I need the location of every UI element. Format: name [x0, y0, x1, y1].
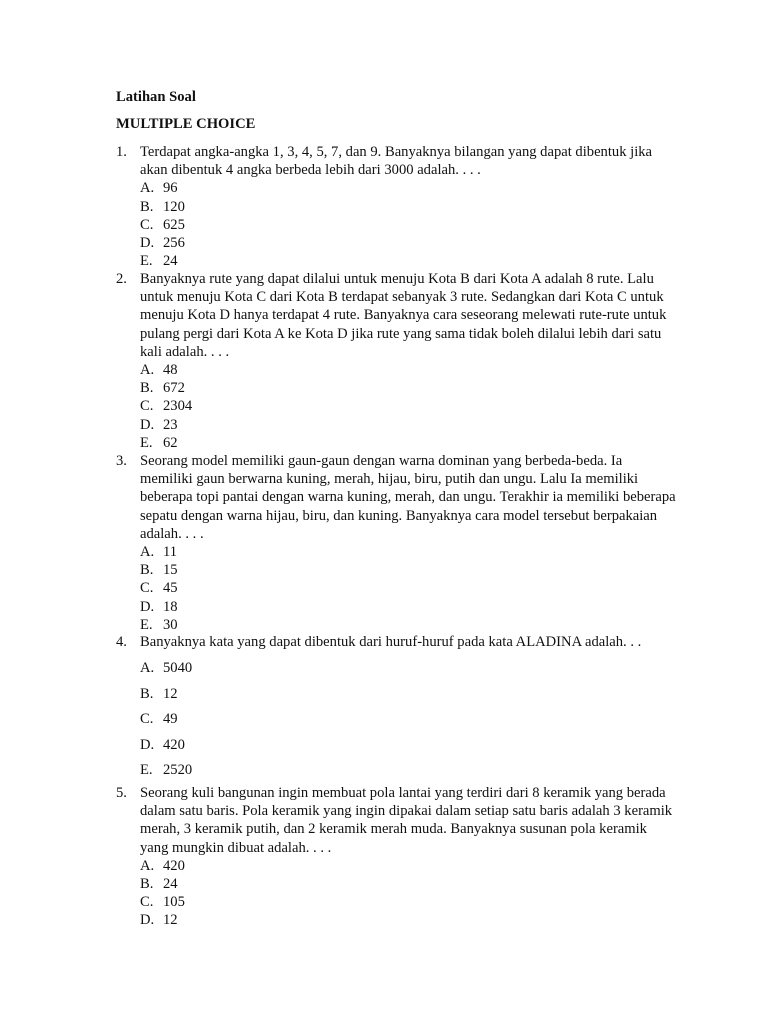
option-a — [116, 659, 676, 685]
option-value: 2304 — [163, 398, 193, 415]
option-e — [116, 761, 676, 787]
option-letter: E. — [140, 434, 153, 451]
option-value: 11 — [163, 544, 178, 561]
option-letter: C. — [140, 398, 154, 415]
question-text: Banyaknya kata yang dapat dibentuk dari huruf-huruf pada kata ALADINA adalah. . . — [140, 634, 642, 650]
option-letter: E. — [140, 762, 153, 779]
question-text: Banyaknya rute yang dapat dilalui untuk menuju Kota B dari Kota A adalah 8 rute. Lalu untuk menuju Kota C dari Kota B terdapat sebanyak 3 rute. Sedangkan dari Kota C untuk menuju Kota D hanya terdapat 4 rute. Banyaknya cara seseorang melewati rute-rute untuk pulang pergi dari Kota A ke Kota D jika rute yang sama tidak boleh dilalui lebih dari satu kali adalah. . . . — [140, 271, 667, 360]
option-value: 120 — [163, 198, 185, 215]
question-stem — [116, 633, 676, 651]
option-letter: A. — [140, 180, 155, 197]
option-value: 18 — [163, 598, 178, 615]
option-b — [116, 875, 676, 893]
question-2 — [116, 270, 676, 452]
option-value: 12 — [163, 912, 178, 929]
option-letter: A. — [140, 660, 155, 677]
question-text: Terdapat angka-angka 1, 3, 4, 5, 7, dan 9. Banyaknya bilangan yang dapat dibentuk jika akan dibentuk 4 angka berbeda lebih dari 3000 adalah. . . . — [140, 144, 653, 179]
question-stem — [116, 452, 676, 543]
question-stem — [116, 270, 676, 361]
option-d — [116, 911, 676, 929]
option-letter: A. — [140, 544, 155, 561]
option-value: 24 — [163, 253, 178, 270]
option-value: 12 — [163, 685, 178, 702]
option-e — [116, 252, 676, 270]
option-letter: C. — [140, 711, 154, 728]
document-title: Latihan Soal — [116, 89, 196, 105]
option-letter: D. — [140, 912, 155, 929]
option-a — [116, 361, 676, 379]
option-e — [116, 616, 676, 634]
option-value: 625 — [163, 216, 185, 233]
option-letter: B. — [140, 562, 154, 579]
option-d — [116, 234, 676, 252]
option-value: 30 — [163, 616, 178, 633]
option-value: 23 — [163, 416, 178, 433]
question-text: Seorang model memiliki gaun-gaun dengan warna dominan yang berbeda-beda. Ia memiliki gaun berwarna kuning, merah, hijau, biru, putih dan ungu. Lalu Ia memiliki beberapa topi pantai dengan warna kuning, merah, dan ungu. Terakhir ia memiliki beberapa sepatu dengan warna hijau, biru, dan kuning. Banyaknya cara model tersebut berpakaian adalah. . . . — [140, 453, 676, 542]
question-number: 3. — [116, 453, 127, 469]
option-letter: A. — [140, 857, 155, 874]
question-number: 1. — [116, 144, 127, 160]
option-letter: C. — [140, 216, 154, 233]
option-value: 49 — [163, 711, 178, 728]
option-value: 62 — [163, 434, 178, 451]
option-list — [116, 179, 676, 270]
option-a — [116, 179, 676, 197]
question-4 — [116, 633, 676, 787]
option-c — [116, 216, 676, 234]
option-value: 105 — [163, 894, 185, 911]
question-number: 5. — [116, 785, 127, 801]
question-1 — [116, 143, 676, 270]
option-letter: C. — [140, 894, 154, 911]
option-e — [116, 434, 676, 452]
option-value: 45 — [163, 580, 178, 597]
option-letter: B. — [140, 685, 154, 702]
option-value: 256 — [163, 234, 185, 251]
option-letter: B. — [140, 198, 154, 215]
question-stem — [116, 143, 676, 179]
option-letter: E. — [140, 253, 153, 270]
option-letter: D. — [140, 736, 155, 753]
option-b — [116, 379, 676, 397]
option-letter: D. — [140, 416, 155, 433]
option-value: 672 — [163, 380, 185, 397]
option-letter: E. — [140, 616, 153, 633]
question-3 — [116, 452, 676, 634]
option-value: 24 — [163, 876, 178, 892]
option-c — [116, 710, 676, 736]
option-value: 5040 — [163, 660, 193, 677]
option-c — [116, 579, 676, 597]
option-a — [116, 543, 676, 561]
option-letter: B. — [140, 380, 154, 397]
option-d — [116, 416, 676, 434]
question-number: 2. — [116, 271, 127, 287]
option-value: 420 — [163, 736, 185, 753]
question-5 — [116, 784, 676, 930]
option-letter: B. — [140, 876, 154, 892]
option-letter: D. — [140, 234, 155, 251]
option-a — [116, 857, 676, 875]
question-stem — [116, 784, 676, 857]
option-value: 15 — [163, 562, 178, 579]
option-c — [116, 893, 676, 911]
option-list — [116, 361, 676, 452]
option-d — [116, 598, 676, 616]
option-b — [116, 198, 676, 216]
option-value: 420 — [163, 857, 185, 874]
option-c — [116, 397, 676, 415]
option-value: 96 — [163, 180, 178, 197]
question-text: Seorang kuli bangunan ingin membuat pola lantai yang terdiri dari 8 keramik yang berada dalam satu baris. Pola keramik yang ingin dipakai dalam setiap satu baris adalah 3 keramik merah, 3 keramik putih, dan 2 keramik merah muda. Banyaknya susunan pola keramik yang mungkin dibuat adalah. . . . — [140, 785, 673, 856]
option-value: 2520 — [163, 762, 193, 779]
option-letter: A. — [140, 362, 155, 379]
option-list — [116, 857, 676, 930]
section-title: MULTIPLE CHOICE — [116, 116, 256, 132]
option-list — [116, 543, 676, 634]
option-list — [116, 659, 676, 787]
option-value: 48 — [163, 362, 178, 379]
option-letter: D. — [140, 598, 155, 615]
option-letter: C. — [140, 580, 154, 597]
question-number: 4. — [116, 634, 127, 650]
option-b — [116, 685, 676, 711]
option-b — [116, 561, 676, 579]
option-d — [116, 736, 676, 762]
